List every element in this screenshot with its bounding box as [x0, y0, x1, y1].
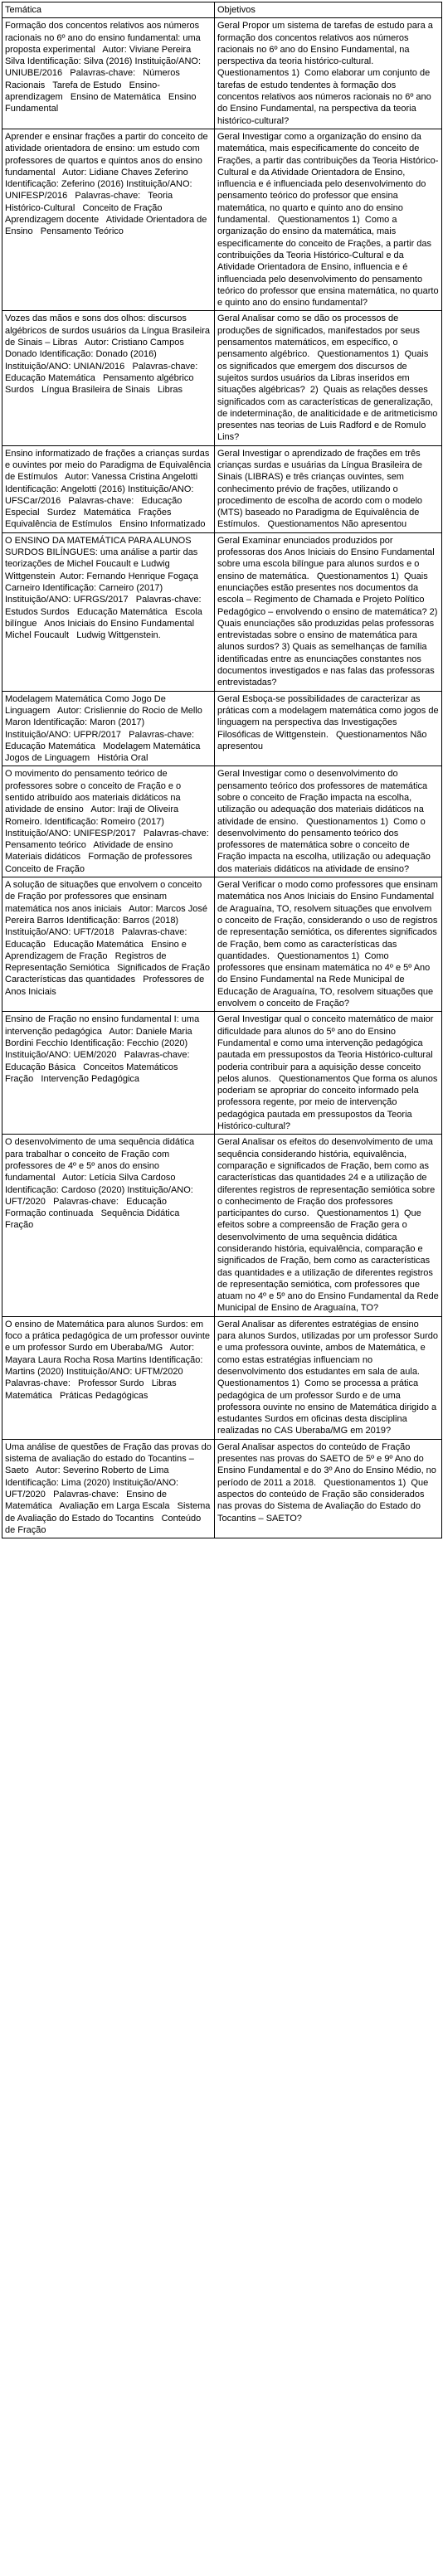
- cell-objetivos: Geral Investigar o aprendizado de frações em três crianças surdas e usuárias da Língua Brasileira de Sinais (LIBRAS) e três crianças ouvintes, sem conhecimento prévio de frações, utilizando o procedimento de escolha de acordo com o modelo (MTS) baseado no Paradigma de Equivalência de Estímulos. Questionamentos Não apresentou: [215, 445, 442, 532]
- cell-tematica: O ENSINO DA MATEMÁTICA PARA ALUNOS SURDOS BILÍNGUES: uma análise a partir das teorizações de Michel Foucault e Ludwig Wittgenstein Autor: Fernando Henrique Fogaça Carneiro Identificação: Carneiro (2017) Instituição/ANO: UFRGS/2017 Palavras-chave: Estudos Surdos Educação Matemática Escola bilíngue Anos Iniciais do Ensino Fundamental Michel Foucault Ludwig Wittgenstein.: [2, 532, 215, 691]
- cell-tematica: Ensino de Fração no ensino fundamental I: uma intervenção pedagógica Autor: Daniele Maria Bordini Fecchio Identificação: Fecchio (2020) Instituição/ANO: UEM/2020 Palavras-chave: Educação Básica Conceitos Matemáticos Fração Intervenção Pedagógica: [2, 1012, 215, 1135]
- cell-tematica: Ensino informatizado de frações a crianças surdas e ouvintes por meio do Paradigma de Equivalência de Estímulos Autor: Vanessa Cristina Angelotti Identificação: Angelotti (2016) Instituição/ANO: UFSCar/2016 Palavras-chave: Educação Especial Surdez Matemática Frações Equivalência de Estímulos Ensino Informatizado: [2, 445, 215, 532]
- header-objetivos: Objetivos: [215, 2, 442, 18]
- literature-review-table: [2, 2, 442, 1538]
- cell-objetivos: Geral Propor um sistema de tarefas de estudo para a formação dos concentos relativos aos números racionais no 6º ano do Ensino Fundamental, na perspectiva da teoria histórico-cultural. Questionamentos 1) Como elaborar um conjunto de tarefas de estudo tendentes à formação dos concentos relativos aos números racionais no 6º ano do Ensino Fundamental, na perspectiva da teoria histórico-cultural?: [215, 18, 442, 129]
- cell-objetivos: Geral Examinar enunciados produzidos por professoras dos Anos Iniciais do Ensino Fundamental sobre uma escola bilíngue para alunos surdos e o ensino de matemática. Questionamentos 1) Quais enunciações estão presentes nos documentos da escola – Regimento de Chamada e Projeto Político Pedagógico – envolvendo o ensino de matemática? 2) Quais enunciações são produzidas pelas professoras entrevistadas sobre o ensino de matemática para alunos surdos? 3) Quais as semelhanças de família identificadas entre as enunciações constantes nos documentos investigados e nas falas das professoras entrevistadas?: [215, 532, 442, 691]
- cell-objetivos: Geral Verificar o modo como professores que ensinam matemática nos Anos Iniciais do Ensino Fundamental de Araguaína, TO, resolvem situações que envolvem o conceito de Fração, considerando o uso de registros de representação semiótica, os diferentes significados de Fração, bem como as características das quantidades. Questionamentos 1) Como professores que ensinam matemática no 4º e 5º Ano do Ensino Fundamental na Rede Municipal de Educação de Araguaína, TO, resolvem situações que envolvem o conceito de Fração?: [215, 877, 442, 1012]
- cell-tematica: O ensino de Matemática para alunos Surdos: em foco a prática pedagógica de um professor ouvinte e um professor Surdo em Uberaba/MG Autor: Mayara Laura Rocha Rosa Martins Identificação: Martins (2020) Instituição/ANO: UFTM/2020 Palavras-chave: Professor Surdo Libras Matemática Práticas Pedagógicas: [2, 1316, 215, 1439]
- table-row: [2, 766, 442, 877]
- table-body: [2, 18, 442, 1538]
- cell-objetivos: Geral Investigar como a organização do ensino da matemática, mais especificamente do conceito de Frações, a partir das contribuições da Teoria Histórico-Cultural e da Atividade Orientadora de Ensino, influencia e é influenciada pelo desenvolvimento do pensamento teórico do professor que ensina matemática, no quarto e quinto ano do ensino fundamental. Questionamentos 1) Como a organização do ensino da matemática, mais especificamente do conceito de Frações, a partir das contribuições da Teoria Histórico-Cultural e da Atividade Orientadora de Ensino, influencia e é influenciada pelo desenvolvimento do pensamento teórico do professor que ensina matemática, no quarto e quinto ano do ensino fundamental?: [215, 129, 442, 310]
- table-row: [2, 1439, 442, 1538]
- table-header-row: [2, 2, 442, 18]
- table-row: [2, 18, 442, 129]
- table-row: [2, 1316, 442, 1439]
- cell-tematica: Aprender e ensinar frações a partir do conceito de atividade orientadora de ensino: um estudo com professores de quartos e quintos anos do ensino fundamental Autor: Lidiane Chaves Zeferino Identificação: Zeferino (2016) Instituição/ANO: UNIFESP/2016 Palavras-chave: Teoria Histórico-Cultural Conceito de Fração Aprendizagem docente Atividade Orientadora de Ensino Pensamento Teórico: [2, 129, 215, 310]
- table-row: [2, 1012, 442, 1135]
- table-row: [2, 311, 442, 445]
- table-row: [2, 691, 442, 766]
- cell-objetivos: Geral Analisar como se dão os processos de produções de significados, manifestados por seus pensamentos matemáticos, em específico, o pensamento algébrico. Questionamentos 1) Quais os significados que emergem dos discursos de sujeitos surdos usuários da Libras inseridos em situações algébricas? 2) Quais as relações desses significados com as características de generalização, de indeterminação, de analiticidade e de aritmeticismo presentes nas teorias de Luis Radford e de Romulo Lins?: [215, 311, 442, 445]
- table-row: [2, 877, 442, 1012]
- header-tematica: Temática: [2, 2, 215, 18]
- cell-objetivos: Geral Esboça-se possibilidades de caracterizar as práticas com a modelagem matemática como jogos de linguagem na perspectiva das Investigações Filosóficas de Wittgenstein. Questionamentos Não apresentou: [215, 691, 442, 766]
- cell-tematica: A solução de situações que envolvem o conceito de Fração por professores que ensinam matemática nos anos iniciais Autor: Marcos José Pereira Barros Identificação: Barros (2018) Instituição/ANO: UFT/2018 Palavras-chave: Educação Educação Matemática Ensino e Aprendizagem de Fração Registros de Representação Semiótica Significados de Fração Características das quantidades Professores de Anos Iniciais: [2, 877, 215, 1012]
- table-row: [2, 129, 442, 310]
- cell-objetivos: Geral Investigar como o desenvolvimento do pensamento teórico dos professores de matemática sobre o conceito de Fração impacta na escolha, utilização ou adequação dos materiais didáticos na atividade de ensino. Questionamentos 1) Como o desenvolvimento do pensamento teórico dos professores de matemática sobre o conceito de Fração impacta na escolha, utilização ou adequação dos materiais didáticos na atividade de ensino?: [215, 766, 442, 877]
- cell-objetivos: Geral Analisar aspectos do conteúdo de Fração presentes nas provas do SAETO de 5º e 9º Ano do Ensino Fundamental e do 3º Ano do Ensino Médio, no período de 2011 a 2018. Questionamentos 1) Que aspectos do conteúdo de Fração são considerados nas provas do Sistema de Avaliação do Estado do Tocantins – SAETO?: [215, 1439, 442, 1538]
- cell-tematica: O desenvolvimento de uma sequência didática para trabalhar o conceito de Fração com professores de 4º e 5º anos do ensino fundamental Autor: Letícia Silva Cardoso Identificação: Cardoso (2020) Instituição/ANO: UFT/2020 Palavras-chave: Educação Formação continuada Sequência Didática Fração: [2, 1135, 215, 1316]
- table-row: [2, 445, 442, 532]
- cell-tematica: Modelagem Matemática Como Jogo De Linguagem Autor: Crisliennie do Rocio de Mello Maron Identificação: Maron (2017) Instituição/ANO: UFPR/2017 Palavras-chave: Educação Matemática Modelagem Matemática Jogos de Linguagem História Oral: [2, 691, 215, 766]
- table-row: [2, 532, 442, 691]
- cell-tematica: Uma análise de questões de Fração das provas do sistema de avaliação do estado do Tocantins – Saeto Autor: Severino Roberto de Lima Identificação: Lima (2020) Instituição/ANO: UFT/2020 Palavras-chave: Ensino de Matemática Avaliação em Larga Escala Sistema de Avaliação do Estado do Tocantins Conteúdo de Fração: [2, 1439, 215, 1538]
- cell-tematica: O movimento do pensamento teórico de professores sobre o conceito de Fração e o sentido atribuído aos materiais didáticos na atividade de ensino Autor: Iraji de Oliveira Romeiro. Identificação: Romeiro (2017) Instituição/ANO: UNIFESP/2017 Palavras-chave: Pensamento teórico Atividade de ensino Materiais didáticos Formação de professores Conceito de Fração: [2, 766, 215, 877]
- cell-objetivos: Geral Investigar qual o conceito matemático de maior dificuldade para alunos do 5º ano do Ensino Fundamental e como uma intervenção pedagógica pautada em pressupostos da Teoria Histórico-cultural poderia contribuir para a aquisição desse conceito pelos alunos. Questionamentos Que forma os alunos poderiam se apropriar do conceito informado pela professora regente, por meio de intervenção pedagógica pautada em pressupostos da Teoria Histórico-cultural?: [215, 1012, 442, 1135]
- cell-tematica: Vozes das mãos e sons dos olhos: discursos algébricos de surdos usuários da Língua Brasileira de Sinais – Libras Autor: Cristiano Campos Donado Identificação: Donado (2016) Instituição/ANO: UNIAN/2016 Palavras-chave: Educação Matemática Pensamento algébrico Surdos Língua Brasileira de Sinais Libras: [2, 311, 215, 445]
- table-row: [2, 1135, 442, 1316]
- cell-tematica: Formação dos concentos relativos aos números racionais no 6º ano do ensino fundamental: uma proposta experimental Autor: Viviane Pereira Silva Identificação: Silva (2016) Instituição/ANO: UNIUBE/2016 Palavras-chave: Números Racionais Tarefa de Estudo Ensino-aprendizagem Ensino de Matemática Ensino Fundamental: [2, 18, 215, 129]
- cell-objetivos: Geral Analisar as diferentes estratégias de ensino para alunos Surdos, utilizadas por um professor Surdo e uma professora ouvinte, ambos de Matemática, e como estas estratégias influenciam no desenvolvimento dos estudantes em sala de aula. Questionamentos 1) Como se processa a prática pedagógica de um professor Surdo e de uma professora ouvinte no ensino de Matemática dirigido a estudantes Surdos em oficinas desta disciplina realizadas no CAS Uberaba/MG em 2019?: [215, 1316, 442, 1439]
- cell-objetivos: Geral Analisar os efeitos do desenvolvimento de uma sequência considerando história, equivalência, comparação e significados de Fração, bem como as características das quantidades 24 e a utilização de diferentes registros de representação semiótica sobre o conhecimento de Fração dos professores participantes do curso. Questionamentos 1) Que efeitos sobre a compreensão de Fração gera o desenvolvimento de uma sequência didática considerando história, equivalência, comparação e significados de Fração, bem como as características das quantidades e a utilização de diferentes registros de representação semiótica, com professores que atuam no 4º e 5º ano do Ensino Fundamental da Rede Municipal de Ensino de Araguaína, TO?: [215, 1135, 442, 1316]
